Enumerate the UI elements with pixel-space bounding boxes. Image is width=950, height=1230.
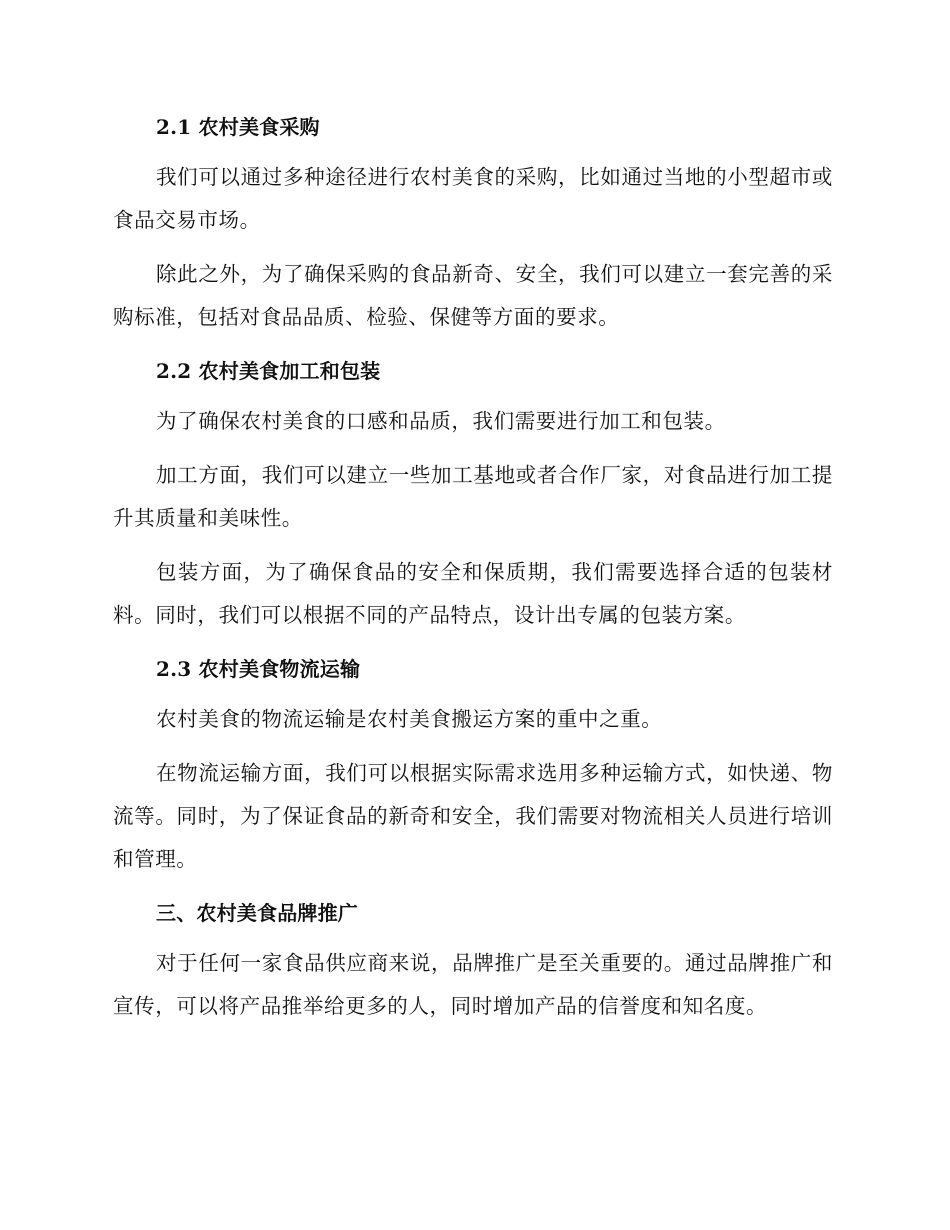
section-heading-2-3: 2.3 农村美食物流运输 [156, 657, 361, 681]
paragraph: 在物流运输方面，我们可以根据实际需求选用多种运输方式，如快递、物流等。同时，为了保证食品的新奇和安全，我们需要对物流相关人员进行培训和管理。 [113, 761, 833, 871]
document-body [113, 106, 833, 1028]
paragraph: 我们可以通过多种途径进行农村美食的采购，比如通过当地的小型超市或食品交易市场。 [113, 165, 833, 232]
paragraph: 加工方面，我们可以建立一些加工基地或者合作厂家，对食品进行加工提升其质量和美味性。 [113, 463, 833, 530]
paragraph: 对于任何一家食品供应商来说，品牌推广是至关重要的。通过品牌推广和宣传，可以将产品推举给更多的人，同时增加产品的信誉度和知名度。 [113, 951, 833, 1018]
paragraph: 包装方面，为了确保食品的安全和保质期，我们需要选择合适的包装材料。同时，我们可以根据不同的产品特点，设计出专属的包装方案。 [113, 560, 833, 627]
paragraph: 农村美食的物流运输是农村美食搬运方案的重中之重。 [156, 707, 663, 731]
paragraph: 除此之外，为了确保采购的食品新奇、安全，我们可以建立一套完善的采购标准，包括对食品品质、检验、保健等方面的要求。 [113, 262, 833, 329]
paragraph: 为了确保农村美食的口感和品质，我们需要进行加工和包装。 [156, 409, 726, 433]
section-heading-3: 三、农村美食品牌推广 [156, 901, 358, 925]
section-heading-2-2: 2.2 农村美食加工和包装 [156, 359, 381, 383]
section-heading-2-1: 2.1 农村美食采购 [156, 115, 320, 139]
